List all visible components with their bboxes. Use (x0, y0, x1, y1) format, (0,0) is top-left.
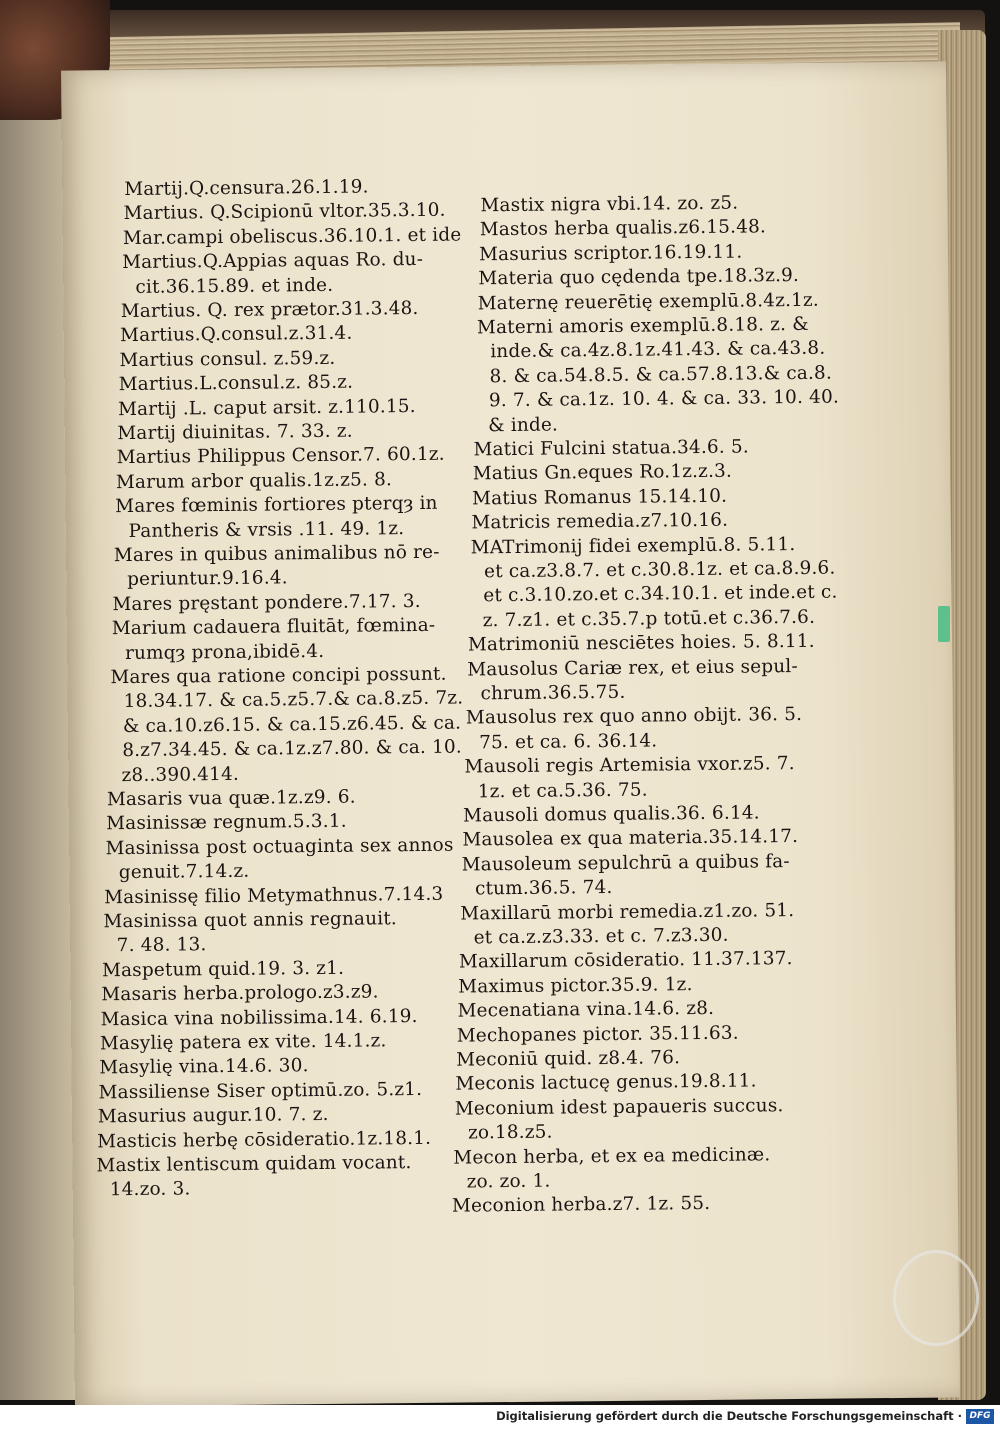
index-entry: Mecon herba, et ex ea medicinæ. (453, 1143, 771, 1169)
index-entry: MATrimonij fidei exemplū.8. 5.11. (470, 533, 796, 558)
index-entry: & ca.10.z6.15. & ca.15.z6.45. & ca. (122, 712, 462, 737)
index-entry: Matrimoniū nesciētes hoies. 5. 8.11. (467, 630, 815, 656)
index-entry: & inde. (488, 414, 559, 436)
index-entry: et c.3.10.zo.et c.34.10.1. et inde.et c. (483, 581, 838, 607)
index-entry: Matius Romanus 15.14.10. (472, 485, 728, 510)
index-entry: Materni amoris exemplū.8.18. z. & (476, 313, 809, 339)
index-entry: Masica vina nobilissima.14. 6.19. (100, 1005, 418, 1030)
index-entry: z. 7.z1. et c.35.7.p totū.et c.36.7.6. (482, 606, 816, 632)
index-entry: 75. et ca. 6. 36.14. (479, 730, 658, 754)
index-entry: Mausolea ex qua materia.35.14.17. (462, 826, 799, 851)
index-entry: Meconium idest papaueris succus. (454, 1094, 784, 1120)
index-entry: et ca.z.z3.33. et c. 7.z3.30. (473, 924, 729, 949)
funding-notice: Digitalisierung gefördert durch die Deutsche Forschungsgemeinschaft · (496, 1409, 962, 1423)
index-entry: Mausoli domus qualis.36. 6.14. (462, 802, 760, 827)
index-entry: 8.z7.34.45. & ca.1z.z7.80. & ca. 10. (122, 736, 463, 762)
index-entry: Mares qua ratione concipi possunt. (110, 663, 447, 689)
index-entry: Mar.campi obeliscus.36.10.1. et ide (122, 224, 462, 249)
index-entry: Masinissa quot annis regnauit. (103, 908, 398, 933)
index-entry: Marium cadauera fluitāt, fœmina- (111, 614, 436, 640)
index-entry: Martij diuinitas. 7. 33. z. (117, 420, 353, 445)
index-entry: zo.18.z5. (467, 1121, 553, 1144)
index-entry: Mausoleum sepulchrū a quibus fa- (461, 850, 790, 876)
index-entry: Mausoli regis Artemisia vxor.z5. 7. (464, 753, 795, 778)
index-entry: Meconion herba.z7. 1z. 55. (451, 1193, 711, 1218)
index-entry: rumqȝ prona,ibidē.4. (124, 640, 325, 664)
index-entry: Masylię patera ex vite. 14.1.z. (99, 1030, 387, 1055)
index-entry: ctum.36.5. 74. (474, 877, 613, 900)
index-entry: Maternę reuerētię exemplū.8.4z.1z. (477, 289, 820, 314)
index-entry: Martius. Q.Scipionū vltor.35.3.10. (123, 200, 446, 225)
index-entry: Martius.Q.Appias aquas Ro. du- (122, 249, 424, 274)
index-entry: Mastix nigra vbi.14. zo. z5. (480, 192, 739, 217)
index-entry: Masaris herba.prologo.z3.z9. (101, 981, 379, 1006)
index-entry: Martij.Q.censura.26.1.19. (124, 176, 369, 201)
index-entry: Mastix lentiscum quidam vocant. (96, 1152, 412, 1177)
index-entry: Masinissa post octuaginta sex annos (105, 834, 454, 860)
index-entry: inde.& ca.4z.8.1z.41.43. & ca.43.8. (490, 338, 826, 363)
index-entry: Massiliense Siser optimū.zo. 5.z1. (98, 1078, 423, 1104)
footer-bar (0, 1405, 1000, 1429)
dfg-logo: DFG (966, 1409, 994, 1424)
index-entry: Matici Fulcini statua.34.6. 5. (473, 436, 749, 461)
index-entry: cit.36.15.89. et inde. (135, 274, 334, 298)
index-entry: Maximus pictor.35.9. 1z. (458, 973, 693, 998)
index-entry: Mausolus Cariæ rex, et eius sepul- (467, 655, 798, 681)
index-entry: Meconiū quid. z8.4. 76. (456, 1047, 681, 1071)
index-entry: Meconis lactucę genus.19.8.11. (455, 1070, 757, 1095)
index-entry: Martij .L. caput arsit. z.110.15. (117, 395, 416, 420)
index-entry: 1z. et ca.5.36. 75. (477, 779, 648, 802)
index-entry: Matius Gn.eques Ro.1z.z.3. (472, 461, 733, 485)
index-entry: Maspetum quid.19. 3. z1. (101, 957, 345, 982)
index-entry: Masurius scriptor.16.19.11. (478, 241, 743, 266)
index-page (61, 61, 960, 1405)
index-entry: Martius.L.consul.z. 85.z. (118, 371, 354, 396)
index-entry: Martius consul. z.59.z. (119, 347, 336, 371)
index-entry: Masticis herbę cōsideratio.1z.18.1. (97, 1127, 432, 1152)
index-entry: Pantheris & vrsis .11. 49. 1z. (128, 517, 405, 542)
bookmark-tab (938, 606, 950, 642)
index-entry: Marum arbor qualis.1z.z5. 8. (115, 469, 393, 493)
index-entry: periuntur.9.16.4. (127, 567, 288, 591)
magnifier-reflection (893, 1250, 979, 1346)
index-entry: Mecenatiana vina.14.6. z8. (457, 998, 715, 1022)
index-entry: Mares pręstant pondere.7.17. 3. (112, 590, 421, 615)
index-entry: Martius Philippus Censor.7. 60.1z. (116, 444, 445, 469)
index-entry: 8. & ca.54.8.5. & ca.57.8.13.& ca.8. (489, 362, 833, 387)
index-entry: 14.zo. 3. (109, 1178, 191, 1201)
index-entry: 7. 48. 13. (116, 934, 207, 957)
index-entry: z8..390.414. (121, 763, 240, 786)
index-entry: Maxillarū morbi remedia.z1.zo. 51. (460, 899, 795, 925)
index-entry: Masurius augur.10. 7. z. (97, 1104, 329, 1128)
index-entry: 18.34.17. & ca.5.z5.7.& ca.8.z5. 7z. (123, 687, 464, 713)
index-entry: Masaris vua quæ.1z.z9. 6. (106, 786, 356, 811)
index-entry: Masinissæ regnum.5.3.1. (106, 811, 347, 835)
index-entry: genuit.7.14.z. (118, 860, 250, 884)
index-entry: Masinissę filio Metymathnus.7.14.3 (104, 883, 444, 908)
index-entry: Martius.Q.consul.z.31.4. (119, 323, 353, 347)
index-entry: Martius. Q. rex prætor.31.3.48. (120, 297, 419, 323)
index-entry: et ca.z3.8.7. et c.30.8.1z. et ca.8.9.6. (483, 557, 836, 583)
index-entry: Mechopanes pictor. 35.11.63. (456, 1022, 739, 1047)
index-entry: Masylię vina.14.6. 30. (99, 1055, 309, 1079)
index-entry: Mastos herba qualis.z6.15.48. (479, 216, 767, 241)
index-entry: 9. 7. & ca.1z. 10. 4. & ca. 33. 10. 40. (488, 386, 840, 412)
index-entry: Maxillarum cōsideratio. 11.37.137. (458, 948, 793, 973)
index-entry: Mares fœminis fortiores pterqȝ in (115, 492, 438, 518)
index-entry: Mares in quibus animalibus nō re- (113, 541, 440, 567)
index-entry: chrum.36.5.75. (480, 681, 626, 705)
index-entry: Materia quo cędenda tpe.18.3z.9. (478, 265, 800, 290)
index-entry: Matricis remedia.z7.10.16. (471, 509, 729, 534)
index-entry: zo. zo. 1. (466, 1170, 551, 1193)
index-entry: Mausolus rex quo anno obijt. 36. 5. (465, 704, 803, 729)
